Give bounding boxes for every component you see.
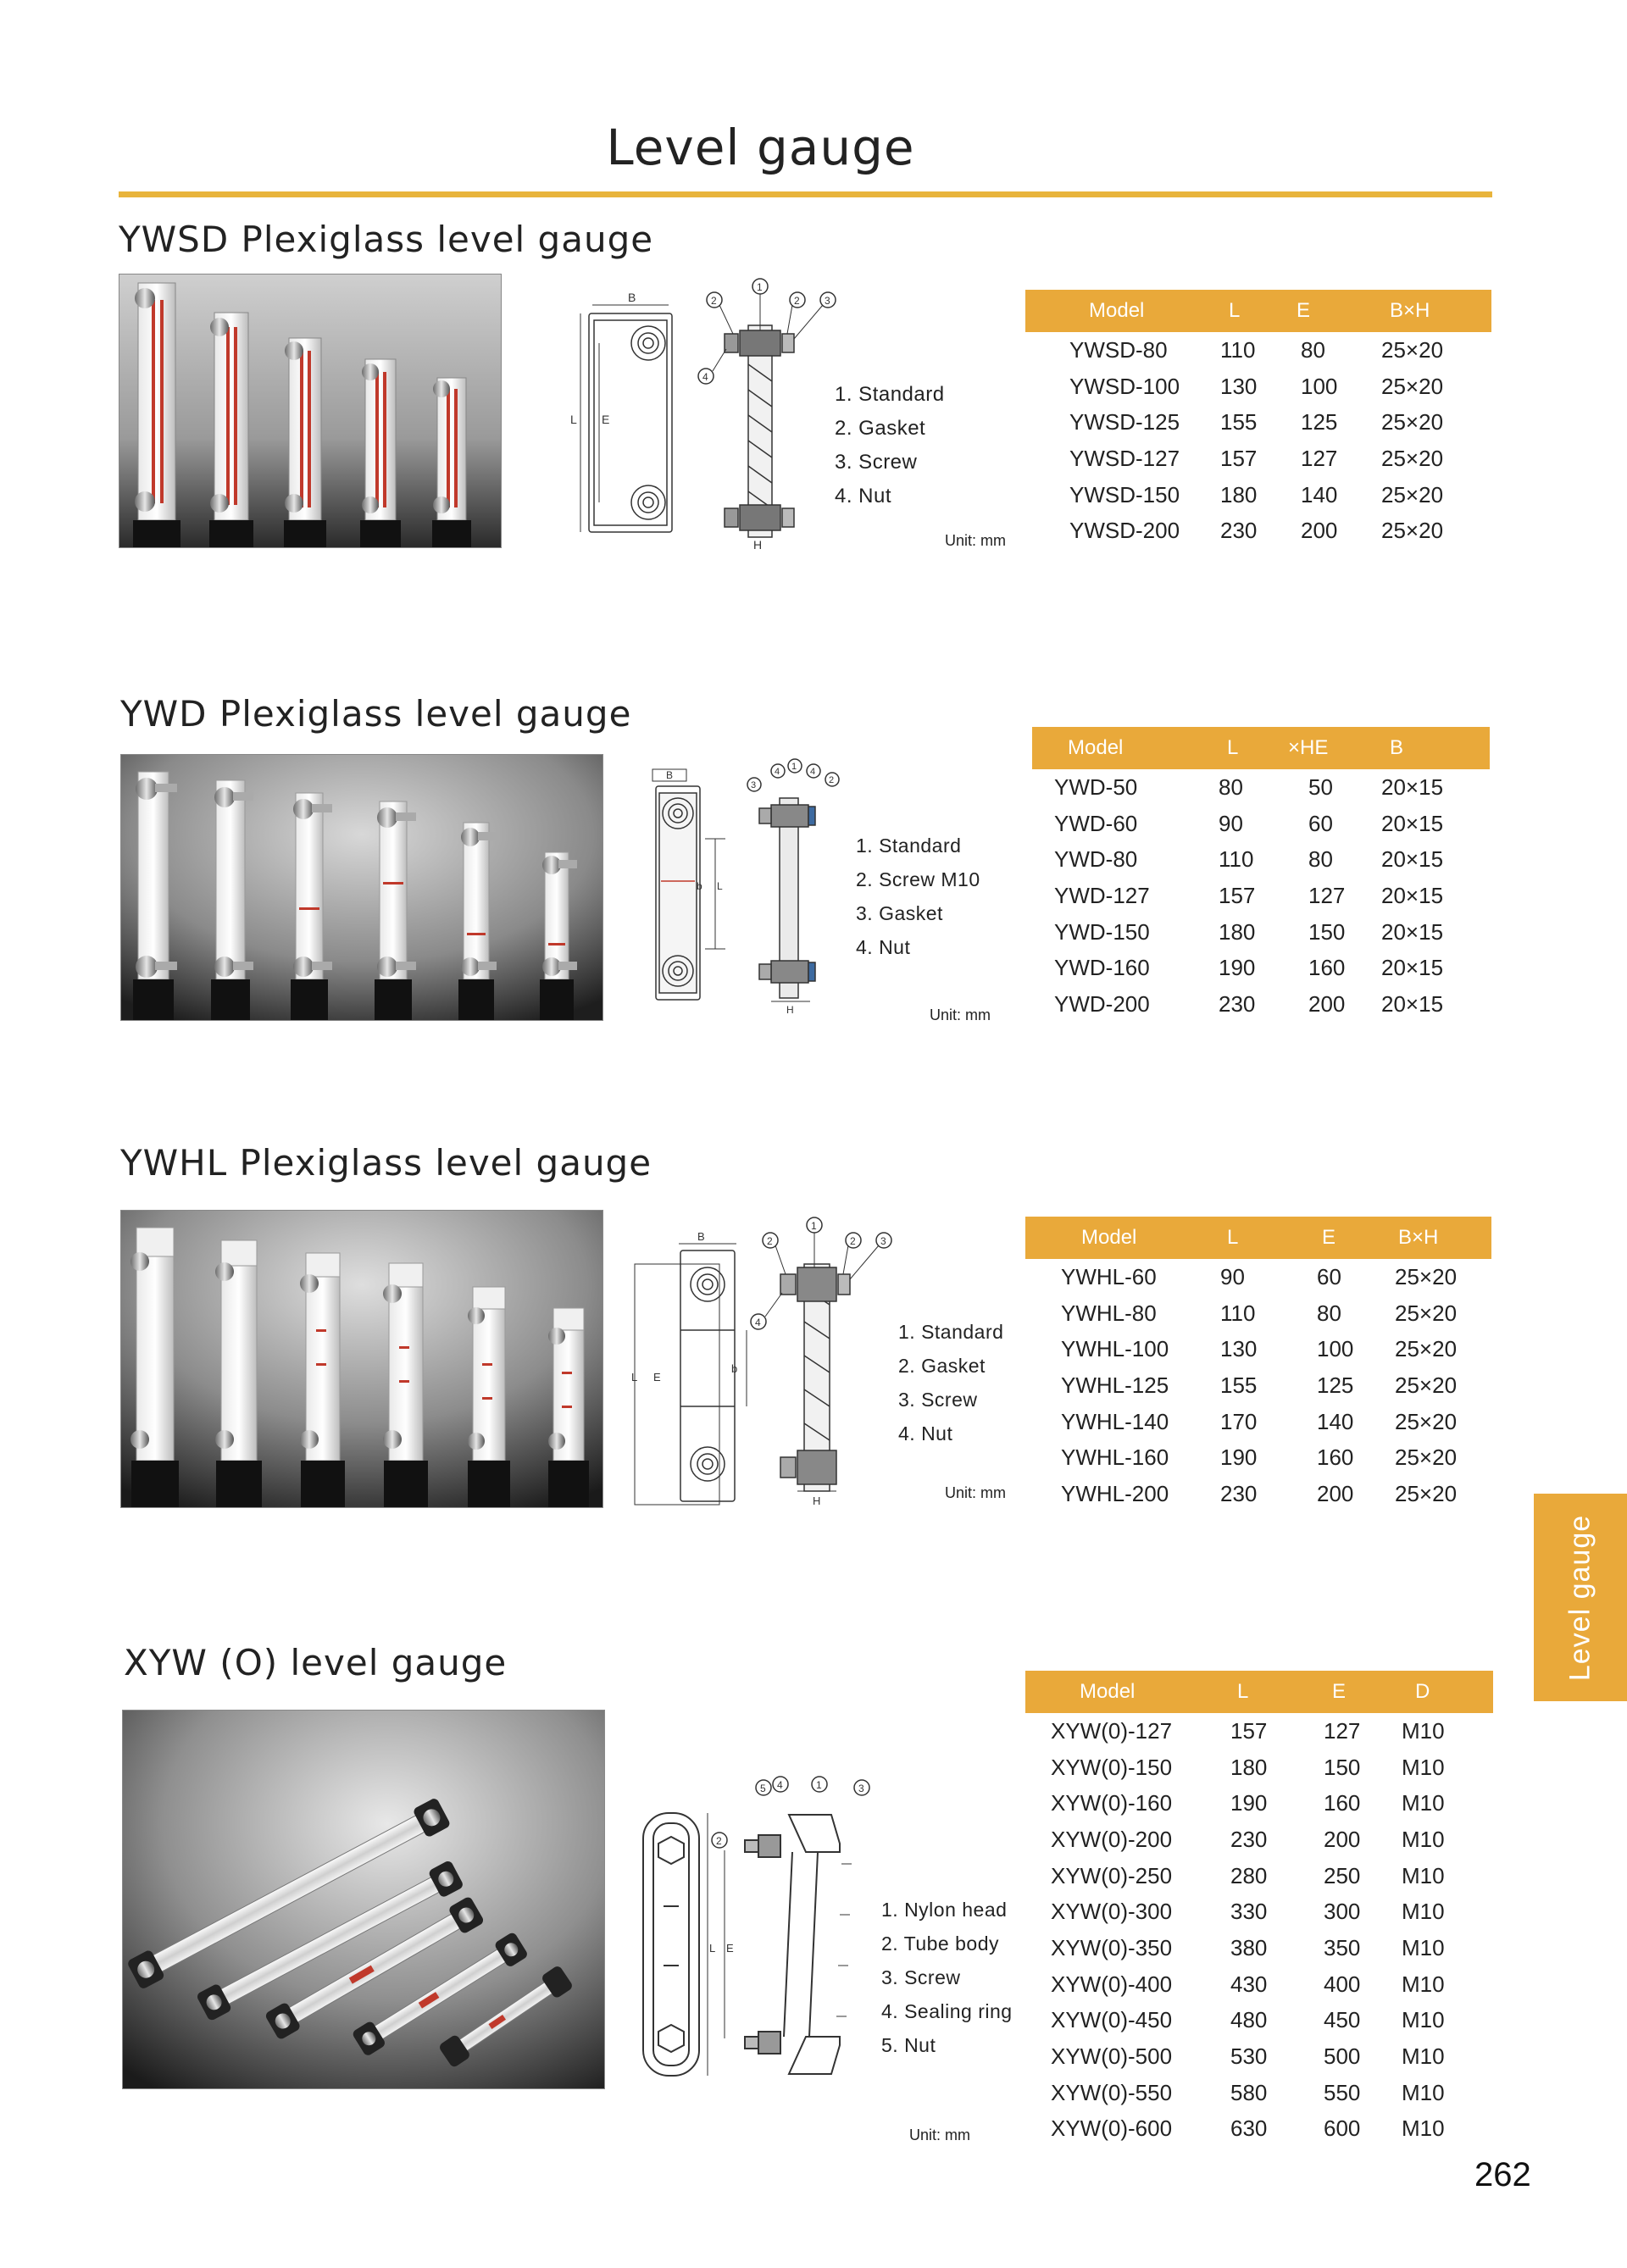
unit-label-xyw: Unit: mm — [909, 2127, 970, 2143]
legend-item: 3. Screw — [881, 1966, 961, 1988]
table-row: YWHL-125 155 125 25×20 — [1061, 1372, 1458, 1398]
dim-l: L — [570, 413, 577, 426]
legend-item: 1. Nylon head — [881, 1899, 1008, 1921]
product-photo-ywd — [120, 754, 603, 1021]
dim-h: H — [753, 538, 763, 551]
legend-xyw — [881, 1893, 1013, 2062]
table-row: XYW(0)-450 480 450 M10 — [1051, 2007, 1445, 2033]
spec-table-ywsd — [1025, 290, 1491, 549]
legend-item: 1. Standard — [835, 383, 945, 406]
svg-text:2: 2 — [767, 1235, 773, 1247]
legend-item: 2. Screw M10 — [856, 868, 980, 890]
section-title-ywsd: YWSD Plexiglass level gauge — [119, 219, 654, 260]
table-row: XYW(0)-400 430 400 M10 — [1051, 1971, 1445, 1997]
svg-text:3: 3 — [858, 1783, 864, 1794]
section-title-xyw: XYW (O) level gauge — [124, 1642, 508, 1683]
table-row: XYW(0)-600 630 600 M10 — [1051, 2116, 1445, 2142]
table-row: YWHL-160 190 160 25×20 — [1061, 1445, 1458, 1471]
svg-text:5: 5 — [760, 1783, 766, 1794]
svg-text:2: 2 — [829, 775, 835, 785]
col-header-d: D — [1398, 1671, 1493, 1713]
table-row: YWHL-140 170 140 25×20 — [1061, 1408, 1458, 1434]
legend-item: 2. Gasket — [835, 417, 926, 440]
svg-text:4: 4 — [810, 767, 816, 777]
col-header-l: L — [1202, 727, 1288, 769]
table-row: XYW(0)-550 580 550 M10 — [1051, 2079, 1445, 2105]
svg-text:B: B — [666, 769, 674, 781]
product-photo-xyw — [122, 1710, 605, 2089]
table-row: YWD-150 180 150 20×15 — [1054, 918, 1444, 945]
table-row: YWSD-150 180 140 25×20 — [1069, 481, 1444, 507]
svg-text:2: 2 — [794, 295, 800, 307]
table-row: YWD-60 90 60 20×15 — [1054, 810, 1444, 836]
spec-table-xyw — [1025, 1671, 1493, 2147]
legend-item: 1. Standard — [898, 1321, 1004, 1343]
svg-text:3: 3 — [751, 780, 757, 790]
col-header-model: Model — [1025, 1217, 1210, 1259]
svg-text:4: 4 — [755, 1317, 761, 1328]
table-row: YWHL-200 230 200 25×20 — [1061, 1480, 1458, 1506]
col-header-model: Model — [1025, 290, 1203, 332]
svg-text:H: H — [813, 1494, 821, 1507]
svg-text:4: 4 — [777, 1779, 783, 1791]
col-header-bxh: B×H — [1380, 1217, 1491, 1259]
page-title: Level gauge — [606, 119, 915, 176]
dim-b: B — [628, 291, 636, 304]
unit-label-ywd: Unit: mm — [930, 1006, 991, 1023]
svg-text:E: E — [726, 1942, 734, 1955]
svg-text:1: 1 — [791, 762, 797, 772]
col-header-e: E — [1295, 1217, 1380, 1259]
svg-text:1: 1 — [811, 1220, 817, 1232]
svg-text:L: L — [631, 1371, 638, 1384]
legend-ywhl — [898, 1315, 1003, 1450]
spec-table-ywd — [1032, 727, 1490, 1023]
col-header-he: ×HE — [1288, 727, 1373, 769]
table-row: XYW(0)-150 180 150 M10 — [1051, 1754, 1445, 1780]
side-tab-label: Level gauge — [1563, 1514, 1596, 1681]
svg-text:4: 4 — [702, 371, 708, 383]
svg-text:1: 1 — [816, 1779, 822, 1791]
svg-text:2: 2 — [850, 1235, 856, 1247]
svg-text:2: 2 — [716, 1835, 722, 1847]
svg-text:b: b — [697, 880, 702, 892]
table-row: XYW(0)-200 230 200 M10 — [1051, 1826, 1445, 1852]
svg-text:L: L — [709, 1942, 716, 1955]
svg-text:B: B — [697, 1230, 705, 1243]
legend-item: 5. Nut — [881, 2034, 936, 2056]
table-row: YWSD-125 155 125 25×20 — [1069, 409, 1444, 435]
table-row: YWSD-200 230 200 25×20 — [1069, 518, 1444, 544]
svg-text:E: E — [653, 1371, 661, 1384]
svg-text:L: L — [717, 880, 723, 892]
legend-item: 3. Screw — [835, 451, 918, 474]
col-header-l: L — [1203, 290, 1288, 332]
svg-text:H: H — [786, 1004, 794, 1016]
title-divider — [119, 191, 1492, 197]
legend-item: 2. Tube body — [881, 1933, 999, 1955]
legend-item: 4. Nut — [898, 1422, 953, 1445]
table-row: YWSD-127 157 127 25×20 — [1069, 445, 1444, 471]
svg-text:4: 4 — [775, 767, 780, 777]
col-header-model: Model — [1025, 1671, 1220, 1713]
product-photo-ywsd — [119, 274, 502, 548]
legend-ywd — [856, 829, 980, 964]
svg-text:1: 1 — [757, 281, 763, 293]
col-header-b: B — [1373, 727, 1490, 769]
table-row: XYW(0)-160 190 160 M10 — [1051, 1790, 1445, 1816]
svg-text:3: 3 — [880, 1235, 886, 1247]
table-row: YWD-160 190 160 20×15 — [1054, 955, 1444, 981]
legend-item: 3. Screw — [898, 1389, 978, 1411]
table-row: YWHL-100 130 100 25×20 — [1061, 1336, 1458, 1362]
col-header-e: E — [1313, 1671, 1398, 1713]
table-row: YWD-80 110 80 20×15 — [1054, 846, 1444, 873]
col-header-bxh: B×H — [1373, 290, 1491, 332]
table-header-row — [1032, 727, 1490, 769]
section-title-ywhl: YWHL Plexiglass level gauge — [120, 1142, 652, 1184]
legend-item: 1. Standard — [856, 835, 962, 857]
product-photo-ywhl — [120, 1210, 603, 1508]
col-header-l: L — [1220, 1671, 1313, 1713]
svg-text:2: 2 — [711, 295, 717, 307]
table-row: YWD-50 80 50 20×15 — [1054, 774, 1444, 800]
unit-label-ywhl: Unit: mm — [945, 1484, 1006, 1501]
page-number: 262 — [1474, 2156, 1531, 2193]
side-tab — [1534, 1494, 1627, 1701]
technical-drawing-ywhl — [631, 1212, 911, 1508]
col-header-l: L — [1210, 1217, 1295, 1259]
table-row: YWSD-100 130 100 25×20 — [1069, 373, 1444, 399]
legend-item: 3. Gasket — [856, 902, 943, 924]
table-row: YWHL-60 90 60 25×20 — [1061, 1263, 1458, 1289]
legend-item: 4. Nut — [856, 936, 911, 958]
legend-item: 4. Sealing ring — [881, 2000, 1013, 2022]
svg-text:3: 3 — [825, 295, 830, 307]
table-header-row — [1025, 290, 1491, 332]
dim-e: E — [602, 413, 610, 426]
table-row: YWD-200 230 200 20×15 — [1054, 990, 1444, 1017]
table-row: XYW(0)-127 157 127 M10 — [1051, 1717, 1445, 1744]
table-row: XYW(0)-250 280 250 M10 — [1051, 1862, 1445, 1888]
col-header-e: E — [1288, 290, 1373, 332]
legend-item: 4. Nut — [835, 485, 892, 507]
legend-item: 2. Gasket — [898, 1355, 986, 1377]
technical-drawing-ywd — [644, 754, 864, 1017]
legend-ywsd — [835, 378, 945, 513]
table-header-row — [1025, 1671, 1493, 1713]
table-row: YWSD-80 110 80 25×20 — [1069, 336, 1444, 363]
col-header-model: Model — [1032, 727, 1202, 769]
table-row: XYW(0)-500 530 500 M10 — [1051, 2043, 1445, 2070]
spec-table-ywhl — [1025, 1217, 1491, 1512]
table-row: YWHL-80 110 80 25×20 — [1061, 1300, 1458, 1326]
svg-text:b: b — [731, 1362, 738, 1375]
section-title-ywd: YWD Plexiglass level gauge — [120, 693, 632, 735]
technical-drawing-ywsd — [564, 271, 860, 551]
table-header-row — [1025, 1217, 1491, 1259]
table-row: XYW(0)-350 380 350 M10 — [1051, 1934, 1445, 1960]
technical-drawing-xyw — [640, 1762, 894, 2093]
unit-label-ywsd: Unit: mm — [945, 532, 1006, 549]
table-row: YWD-127 157 127 20×15 — [1054, 882, 1444, 908]
table-row: XYW(0)-300 330 300 M10 — [1051, 1899, 1445, 1925]
